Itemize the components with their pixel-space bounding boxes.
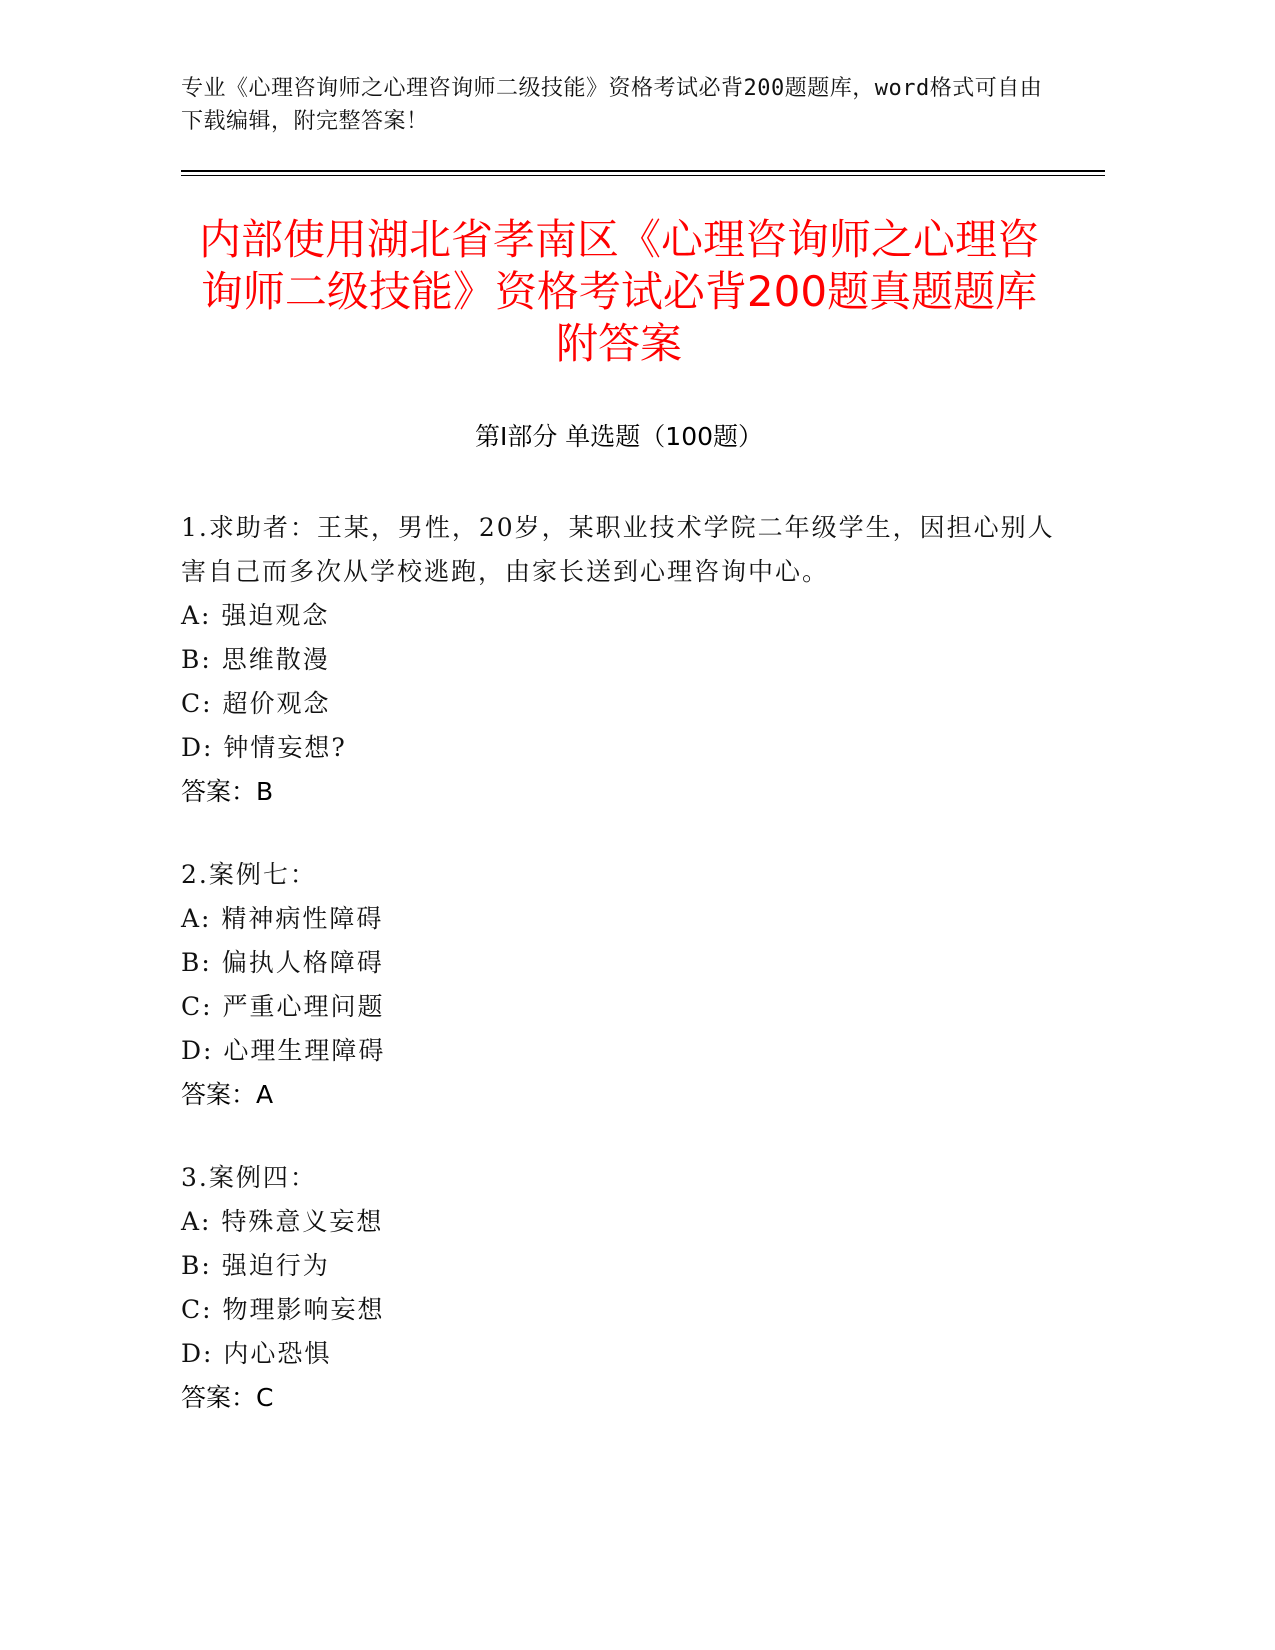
question-stem: 3.案例四： bbox=[181, 1163, 317, 1192]
option-b: B: 强迫行为 bbox=[181, 1251, 330, 1280]
option-d: D: 内心恐惧 bbox=[181, 1339, 332, 1368]
option-b: B: 偏执人格障碍 bbox=[181, 948, 384, 977]
answer: 答案：A bbox=[181, 1080, 274, 1109]
option-d: D: 钟情妄想? bbox=[181, 733, 347, 762]
option-c: C: 超价观念 bbox=[181, 689, 331, 718]
header-rule-thick bbox=[181, 170, 1105, 172]
option-c: C: 物理影响妄想 bbox=[181, 1295, 385, 1324]
option-c: C: 严重心理问题 bbox=[181, 992, 385, 1021]
question-list bbox=[181, 506, 1057, 1459]
section-title: 第Ⅰ部分 单选题（100题） bbox=[474, 422, 764, 451]
question-3 bbox=[181, 1156, 1057, 1420]
header-rule-thin bbox=[181, 175, 1105, 176]
question-stem: 1.求助者：王某，男性，20岁，某职业技术学院二年级学生，因担心别人害自己而多次从学校逃跑，由家长送到心理咨询中心。 bbox=[181, 513, 1055, 586]
option-a: A: 特殊意义妄想 bbox=[181, 1207, 384, 1236]
question-1 bbox=[181, 506, 1057, 814]
answer: 答案：C bbox=[181, 1383, 274, 1412]
question-stem: 2.案例七： bbox=[181, 860, 317, 889]
document-title: 内部使用湖北省孝南区《心理咨询师之心理咨询师二级技能》资格考试必背200题真题题库附答案 bbox=[198, 215, 1039, 368]
option-b: B: 思维散漫 bbox=[181, 645, 330, 674]
question-2 bbox=[181, 853, 1057, 1117]
option-d: D: 心理生理障碍 bbox=[181, 1036, 386, 1065]
option-a: A: 强迫观念 bbox=[181, 601, 330, 630]
option-a: A: 精神病性障碍 bbox=[181, 904, 384, 933]
header-note: 专业《心理咨询师之心理咨询师二级技能》资格考试必背200题题库，word格式可自由下载编辑，附完整答案！ bbox=[181, 76, 1043, 134]
answer: 答案：B bbox=[181, 777, 274, 806]
